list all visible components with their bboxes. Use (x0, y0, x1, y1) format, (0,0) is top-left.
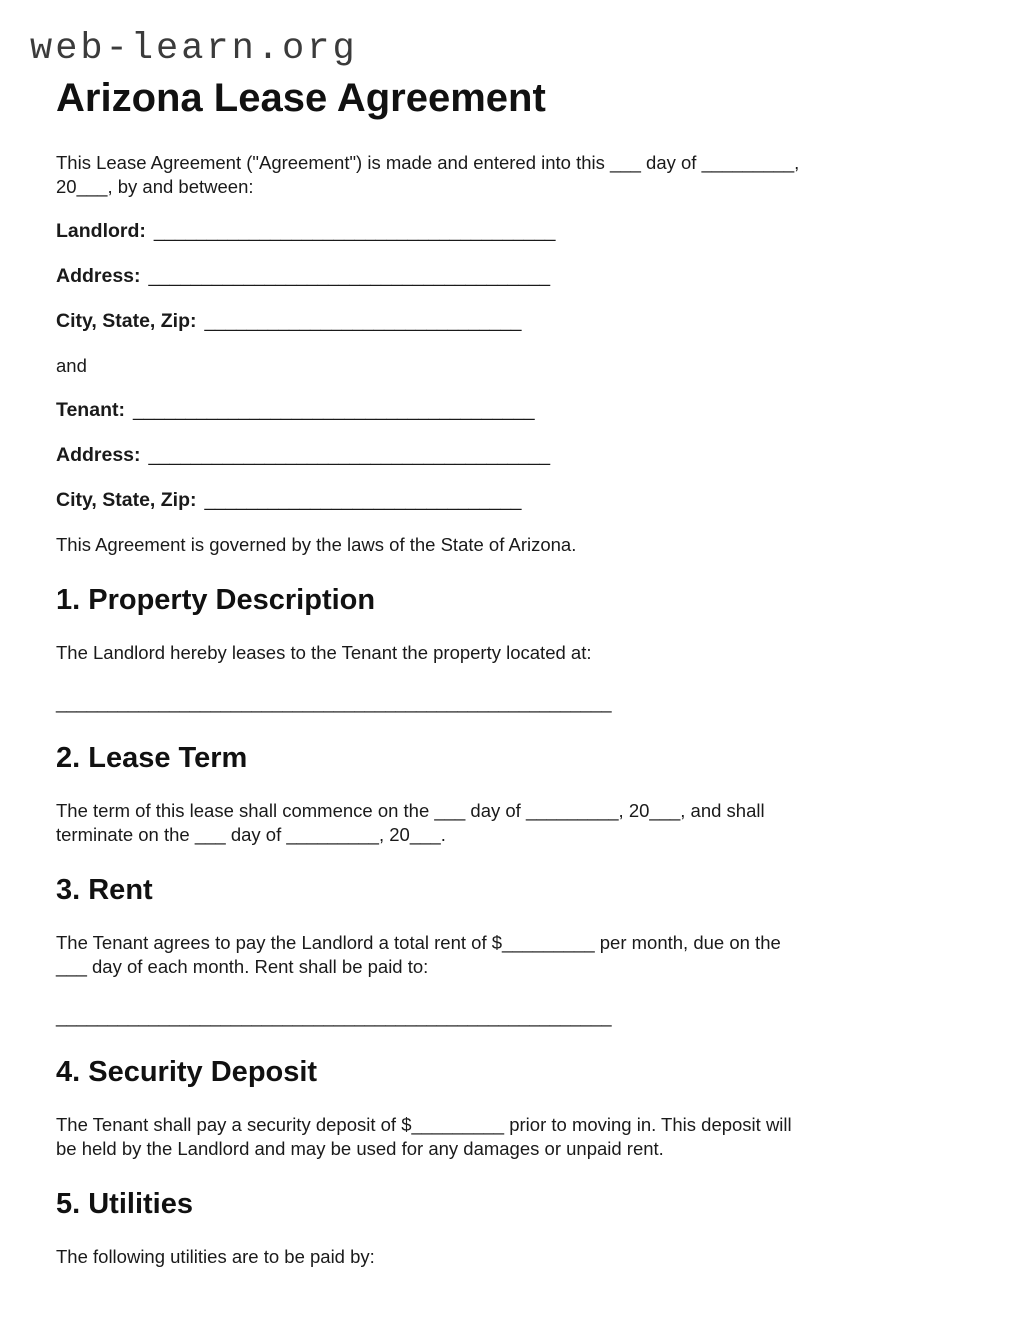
field-label: City, State, Zip: (56, 310, 197, 332)
paragraph-line: The following utilities are to be paid by: (56, 1246, 375, 1267)
fill-in-line: ______________________________________________________ (56, 692, 612, 713)
section-heading-security-deposit: 4. Security Deposit (56, 1056, 318, 1088)
field-row-landlord-city-state-zip (56, 309, 955, 334)
fill-in-blank: ______________________________________ (148, 266, 551, 287)
governing-law-clause: This Agreement is governed by the laws of the State of Arizona. (56, 534, 577, 555)
fill-in-blank: ______________________________ (204, 490, 522, 511)
fill-in-blank: ______________________________________ (153, 221, 556, 242)
section-paragraph (56, 799, 955, 847)
field-label: Tenant: (56, 399, 125, 421)
section-heading-utilities: 5. Utilities (56, 1188, 193, 1220)
section-heading-property-description: 1. Property Description (56, 584, 376, 616)
connector-and: and (56, 355, 87, 376)
field-row-landlord-address (56, 264, 955, 289)
field-row-landlord-name (56, 219, 955, 244)
section-paragraph (56, 1245, 955, 1269)
field-row-tenant-city-state-zip (56, 488, 955, 513)
section-paragraph (56, 1113, 955, 1161)
paragraph-line: The Landlord hereby leases to the Tenant the property located at: (56, 642, 592, 663)
intro-line: 20___, by and between: (56, 176, 254, 197)
field-label: City, State, Zip: (56, 489, 197, 511)
field-label: Address: (56, 444, 141, 466)
site-logo: web-learn.org (30, 28, 358, 70)
paragraph-line: The Tenant shall pay a security deposit of $_________ prior to moving in. This deposit will (56, 1114, 792, 1135)
intro-line: This Lease Agreement ("Agreement") is made and entered into this ___ day of _________, (56, 152, 800, 173)
page-title: Arizona Lease Agreement (56, 76, 546, 120)
intro-paragraph (56, 151, 955, 199)
section-heading-rent: 3. Rent (56, 874, 153, 906)
section-heading-lease-term: 2. Lease Term (56, 742, 248, 774)
field-label: Landlord: (56, 220, 146, 242)
fill-in-blank: ______________________________________ (148, 445, 551, 466)
fill-in-blank: ______________________________ (204, 311, 522, 332)
field-row-tenant-name (56, 398, 955, 423)
paragraph-line: The term of this lease shall commence on the ___ day of _________, 20___, and shall (56, 800, 765, 821)
fill-in-blank: ______________________________________ (132, 400, 535, 421)
field-label: Address: (56, 265, 141, 287)
paragraph-line: ___ day of each month. Rent shall be paid to: (56, 956, 429, 977)
field-row-tenant-address (56, 443, 955, 468)
section-paragraph (56, 931, 955, 979)
paragraph-line: be held by the Landlord and may be used for any damages or unpaid rent. (56, 1138, 664, 1159)
fill-in-line: ______________________________________________________ (56, 1006, 612, 1027)
paragraph-line: terminate on the ___ day of _________, 20___. (56, 824, 446, 845)
paragraph-line: The Tenant agrees to pay the Landlord a total rent of $_________ per month, due on the (56, 932, 781, 953)
section-paragraph (56, 641, 955, 665)
